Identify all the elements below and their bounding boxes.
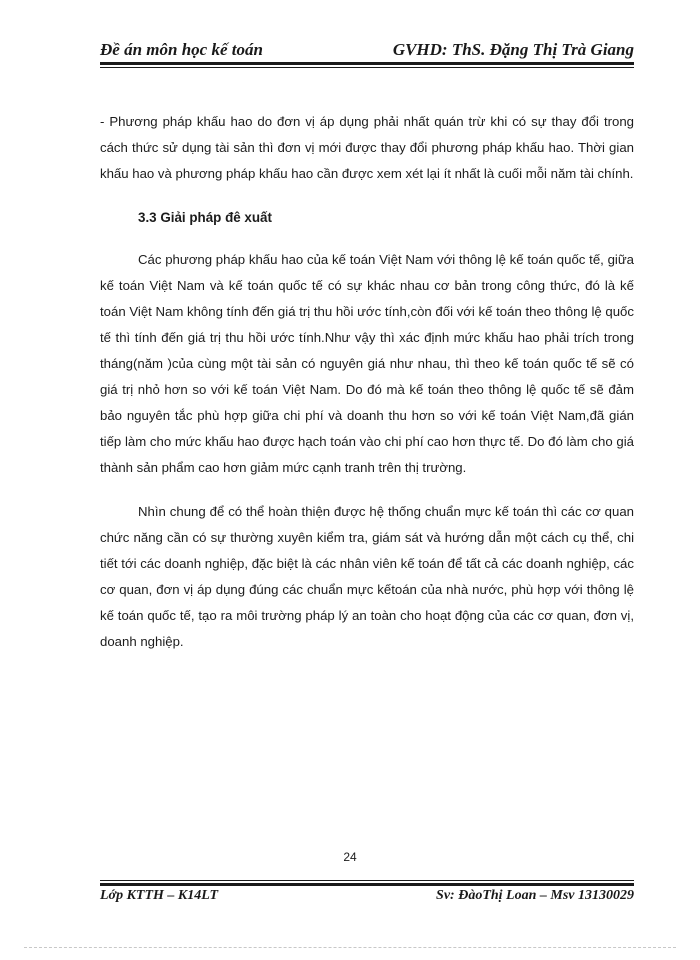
document-body	[100, 109, 634, 655]
header-rule-thin	[100, 67, 634, 68]
footer-class: Lớp KTTH – K14LT	[100, 888, 219, 903]
page-header	[100, 40, 634, 62]
page-break-line	[24, 947, 676, 948]
footer-rule-thin	[100, 880, 634, 881]
footer-student: Sv: ĐàoThị Loan – Msv 13130029	[436, 888, 634, 903]
page-number: 24	[343, 850, 357, 864]
header-course-title: Đề án môn học kế toán	[100, 40, 263, 59]
page-footer	[100, 888, 634, 908]
footer-rule-thick	[100, 883, 634, 886]
paragraph-depreciation-consistency: - Phương pháp khấu hao do đơn vị áp dụng phải nhất quán trừ khi có sự thay đổi trong cách thức sử dụng tài sản thì đơn vị mới được thay đổi phương pháp khấu hao. Thời gian khấu hao và phương pháp khấu hao cần được xem xét lại ít nhất là cuối mỗi năm tài chính.	[100, 114, 634, 181]
section-heading: 3.3 Giải pháp đê xuất	[138, 210, 272, 225]
paragraph-depreciation-comparison: Các phương pháp khấu hao của kế toán Việt Nam với thông lệ kế toán quốc tế, giữa kế toán Việt Nam và kế toán quốc tế có sự khác nhau cơ bản trong công thức, đó là kế toán Việt Nam không tính đến giá trị thu hồi ước tính,còn đối với kế toán theo thông lệ quốc tế thì tính đến giá trị thu hồi ước tính.Như vậy thì xác định mức khấu hao phải trích trong tháng(năm )của cùng một tài sản có nguyên giá như nhau, thì theo kế toán quốc tế sẽ có giá trị nhỏ hơn so với kế toán Việt Nam. Do đó mà kế toán theo thông lệ quốc tế sẽ đảm bảo nguyên tắc phù hợp giữa chi phí và doanh thu hơn so với kế toán Việt Nam,đã gián tiếp làm cho mức khấu hao được hạch toán vào chi phí cao hơn thực tế. Do đó làm cho giá thành sản phẩm cao hơn giảm mức cạnh tranh trên thị trường.	[100, 252, 634, 475]
header-supervisor: GVHD: ThS. Đặng Thị Trà Giang	[392, 40, 634, 59]
paragraph-conclusion: Nhìn chung để có thể hoàn thiện được hệ thống chuẩn mực kế toán thì các cơ quan chức năng cần có sự thường xuyên kiểm tra, giám sát và hướng dẫn một cách cụ thể, chi tiết tới các doanh nghiệp, đặc biệt là các nhân viên kế toán để tất cả các doanh nghiệp, các cơ quan, đơn vị áp dụng đúng các chuẩn mực kếtoán của nhà nước, phù hợp với thông lệ kế toán quốc tế, tạo ra môi trường pháp lý an toàn cho hoạt động của các cơ quan, đơn vị, doanh nghiệp.	[100, 504, 634, 649]
header-rule-thick	[100, 62, 634, 65]
